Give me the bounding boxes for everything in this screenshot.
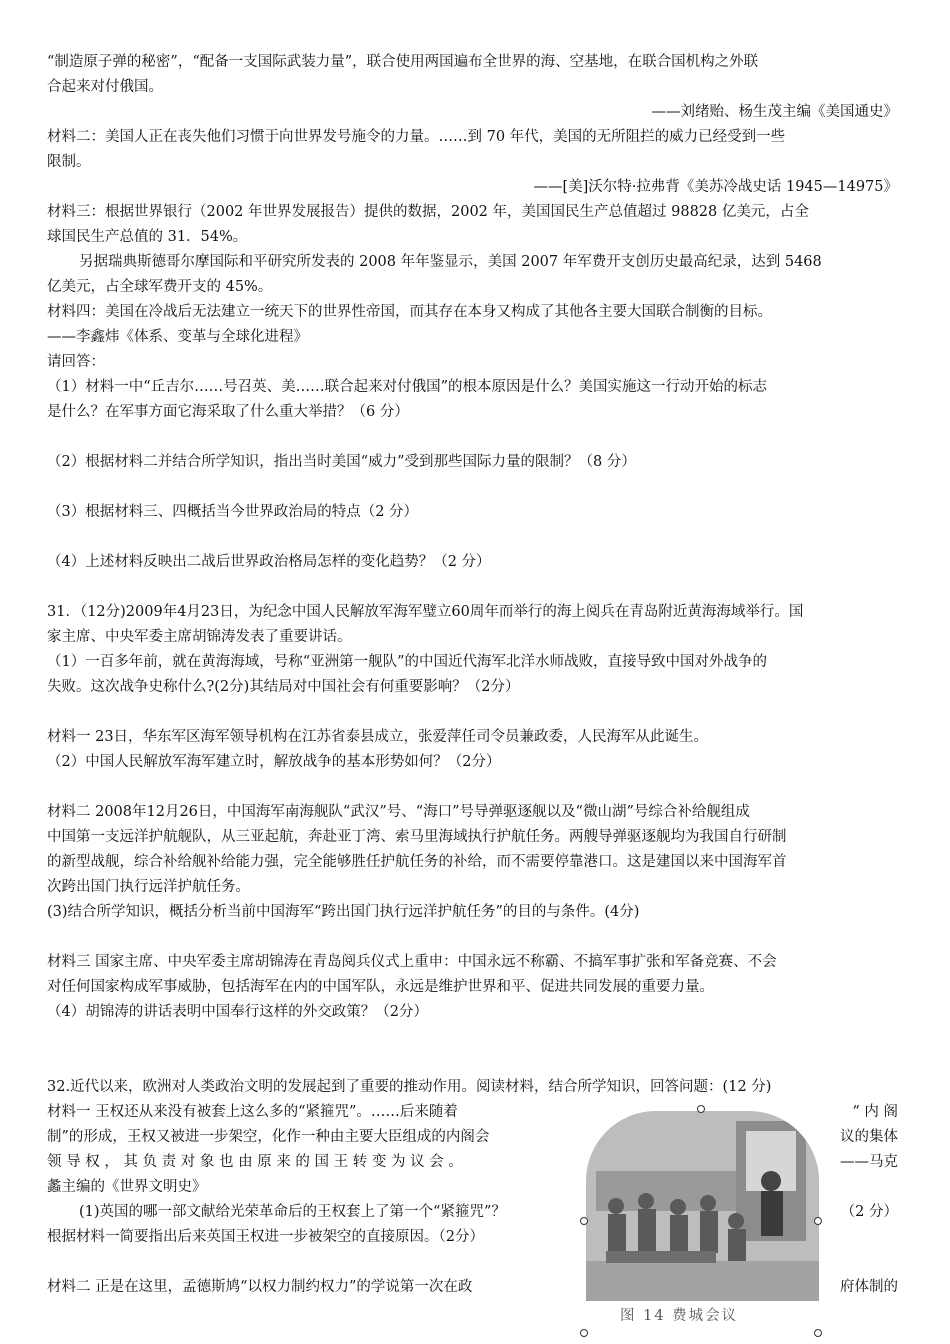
text-line: 根据材料一简要指出后来英国王权进一步被架空的直接原因。（2分）: [47, 1229, 484, 1245]
text-line: 合起来对付俄国。: [47, 79, 163, 95]
text-line: 领 导 权 ， 其 负 责 对 象 也 由 原 来 的 国 王 转 变 为 议 会 。: [47, 1154, 463, 1170]
text-line: 材料四：美国在冷战后无法建立一统天下的世界性帝国，而其存在本身又构成了其他各主要大国联合制衡的目标。: [47, 304, 772, 320]
text-line: （1）材料一中“丘吉尔……号召英、美……联合起来对付俄国”的根本原因是什么？美国实施这一行动开始的标志: [47, 379, 768, 395]
text-line: 材料一 王权还从来没有被套上这么多的“紧箍咒”。……后来随着: [47, 1104, 458, 1120]
text-line: 32.近代以来，欧洲对人类政治文明的发展起到了重要的推动作用。阅读材料，结合所学知识，回答问题：(12 分): [47, 1079, 772, 1095]
text-line: 材料一 23日，华东军区海军领导机构在江苏省泰县成立，张爱萍任司令员兼政委，人民海军从此诞生。: [47, 729, 709, 745]
convention-scene-image: [586, 1111, 819, 1301]
text-line: （2 分）: [840, 1204, 898, 1220]
text-line: ——[美]沃尔特·拉弗背《美苏冷战史话 1945—14975》: [533, 179, 898, 195]
text-line: 蠡主编的《世界文明史》: [47, 1179, 207, 1195]
resize-handle-left[interactable]: [580, 1217, 588, 1225]
text-line: 制”的形成，王权又被进一步架空，化作一种由主要大臣组成的内阁会: [47, 1129, 490, 1145]
text-line: 对任何国家构成军事威胁，包括海军在内的中国军队，永远是维护世界和平、促进共同发展的重要力量。: [47, 979, 714, 995]
text-line: (1)英国的哪一部文献给光荣革命后的王权套上了第一个“紧箍咒”？: [79, 1204, 506, 1220]
text-line: 材料三 国家主席、中央军委主席胡锦涛在青岛阅兵仪式上重申：中国永远不称霸、不搞军事扩张和军备竞赛、不会: [47, 954, 777, 970]
text-line: 中国第一支远洋护航舰队，从三亚起航，奔赴亚丁湾、索马里海域执行护航任务。两艘导弹驱逐舰均为我国自行研制: [47, 829, 787, 845]
text-line: 家主席、中央军委主席胡锦涛发表了重要讲话。: [47, 629, 352, 645]
text-line: （4）上述材料反映出二战后世界政治格局怎样的变化趋势？（2 分）: [47, 554, 491, 570]
text-line: “制造原子弹的秘密”，“配备一支国际武装力量”，联合使用两国遍布全世界的海、空基地，在联合国机构之外联: [47, 54, 759, 70]
text-line: 限制。: [47, 154, 91, 170]
text-line: 材料二：美国人正在丧失他们习惯于向世界发号施令的力量。……到 70 年代，美国的无所阻拦的威力已经受到一些: [47, 129, 786, 145]
text-line: 亿美元，占全球军费开支的 45%。: [47, 279, 273, 295]
text-line: 府体制的: [840, 1279, 898, 1295]
resize-handle-right[interactable]: [814, 1217, 822, 1225]
resize-handle-bottom-right[interactable]: [814, 1329, 822, 1337]
text-line: ——刘绪贻、杨生茂主编《美国通史》: [651, 104, 898, 120]
text-line: （1）一百多年前，就在黄海海域，号称“亚洲第一舰队”的中国近代海军北洋水师战败，直接导致中国对外战争的: [47, 654, 768, 670]
text-line: （3）根据材料三、四概括当今世界政治局的特点（2 分）: [47, 504, 419, 520]
resize-handle-bottom-left[interactable]: [580, 1329, 588, 1337]
figure-caption: 图 14 费城会议: [620, 1308, 739, 1324]
text-line: （2）中国人民解放军海军建立时，解放战争的基本形势如何？（2分）: [47, 754, 501, 770]
philadelphia-convention-figure: [586, 1111, 819, 1331]
text-line: 议的集体: [840, 1129, 898, 1145]
text-line: 是什么？在军事方面它海采取了什么重大举措？（6 分）: [47, 404, 409, 420]
text-line: 另据瑞典斯德哥尔摩国际和平研究所发表的 2008 年年鉴显示，美国 2007 年军费开支创历史最高纪录，达到 5468: [79, 254, 822, 270]
text-line: 材料二 正是在这里，孟德斯鸠“以权力制约权力”的学说第一次在政: [47, 1279, 473, 1295]
text-line: 31．（12分)2009年4月23日，为纪念中国人民解放军海军璧立60周年而举行的海上阅兵在青岛附近黄海海域举行。国: [47, 604, 804, 620]
text-line: 球国民生产总值的 31．54%。: [47, 229, 248, 245]
text-line: 次跨出国门执行远洋护航任务。: [47, 879, 250, 895]
text-line: （2）根据材料二并结合所学知识，指出当时美国“威力”受到那些国际力量的限制？（8 分）: [47, 454, 636, 470]
text-line: 失败。这次战争史称什么?(2分)其结局对中国社会有何重要影响？（2分）: [47, 679, 520, 695]
text-line: ——马克: [840, 1154, 898, 1170]
text-line: 请回答：: [47, 354, 105, 370]
text-line: （4）胡锦涛的讲话表明中国奉行这样的外交政策？（2分）: [47, 1004, 428, 1020]
text-line: 材料二 2008年12月26日，中国海军南海舰队“武汉”号、“海口”号导弹驱逐舰以及“微山湖”号综合补给舰组成: [47, 804, 750, 820]
text-line: 的新型战舰，综合补给舰补给能力强，完全能够胜任护航任务的补给，而不需要停靠港口。这是建国以来中国海军首: [47, 854, 787, 870]
resize-handle-top[interactable]: [697, 1105, 705, 1113]
text-line: 材料三：根据世界银行（2002 年世界发展报告）提供的数据，2002 年，美国国民生产总值超过 98828 亿美元，占全: [47, 204, 809, 220]
text-line: “ 内 阁: [852, 1104, 898, 1120]
text-line: ——李鑫炜《体系、变革与全球化进程》: [47, 329, 308, 345]
text-line: (3)结合所学知识，概括分析当前中国海军“跨出国门执行远洋护航任务”的目的与条件。(4分): [47, 904, 640, 920]
convention-illustration: [586, 1111, 819, 1301]
